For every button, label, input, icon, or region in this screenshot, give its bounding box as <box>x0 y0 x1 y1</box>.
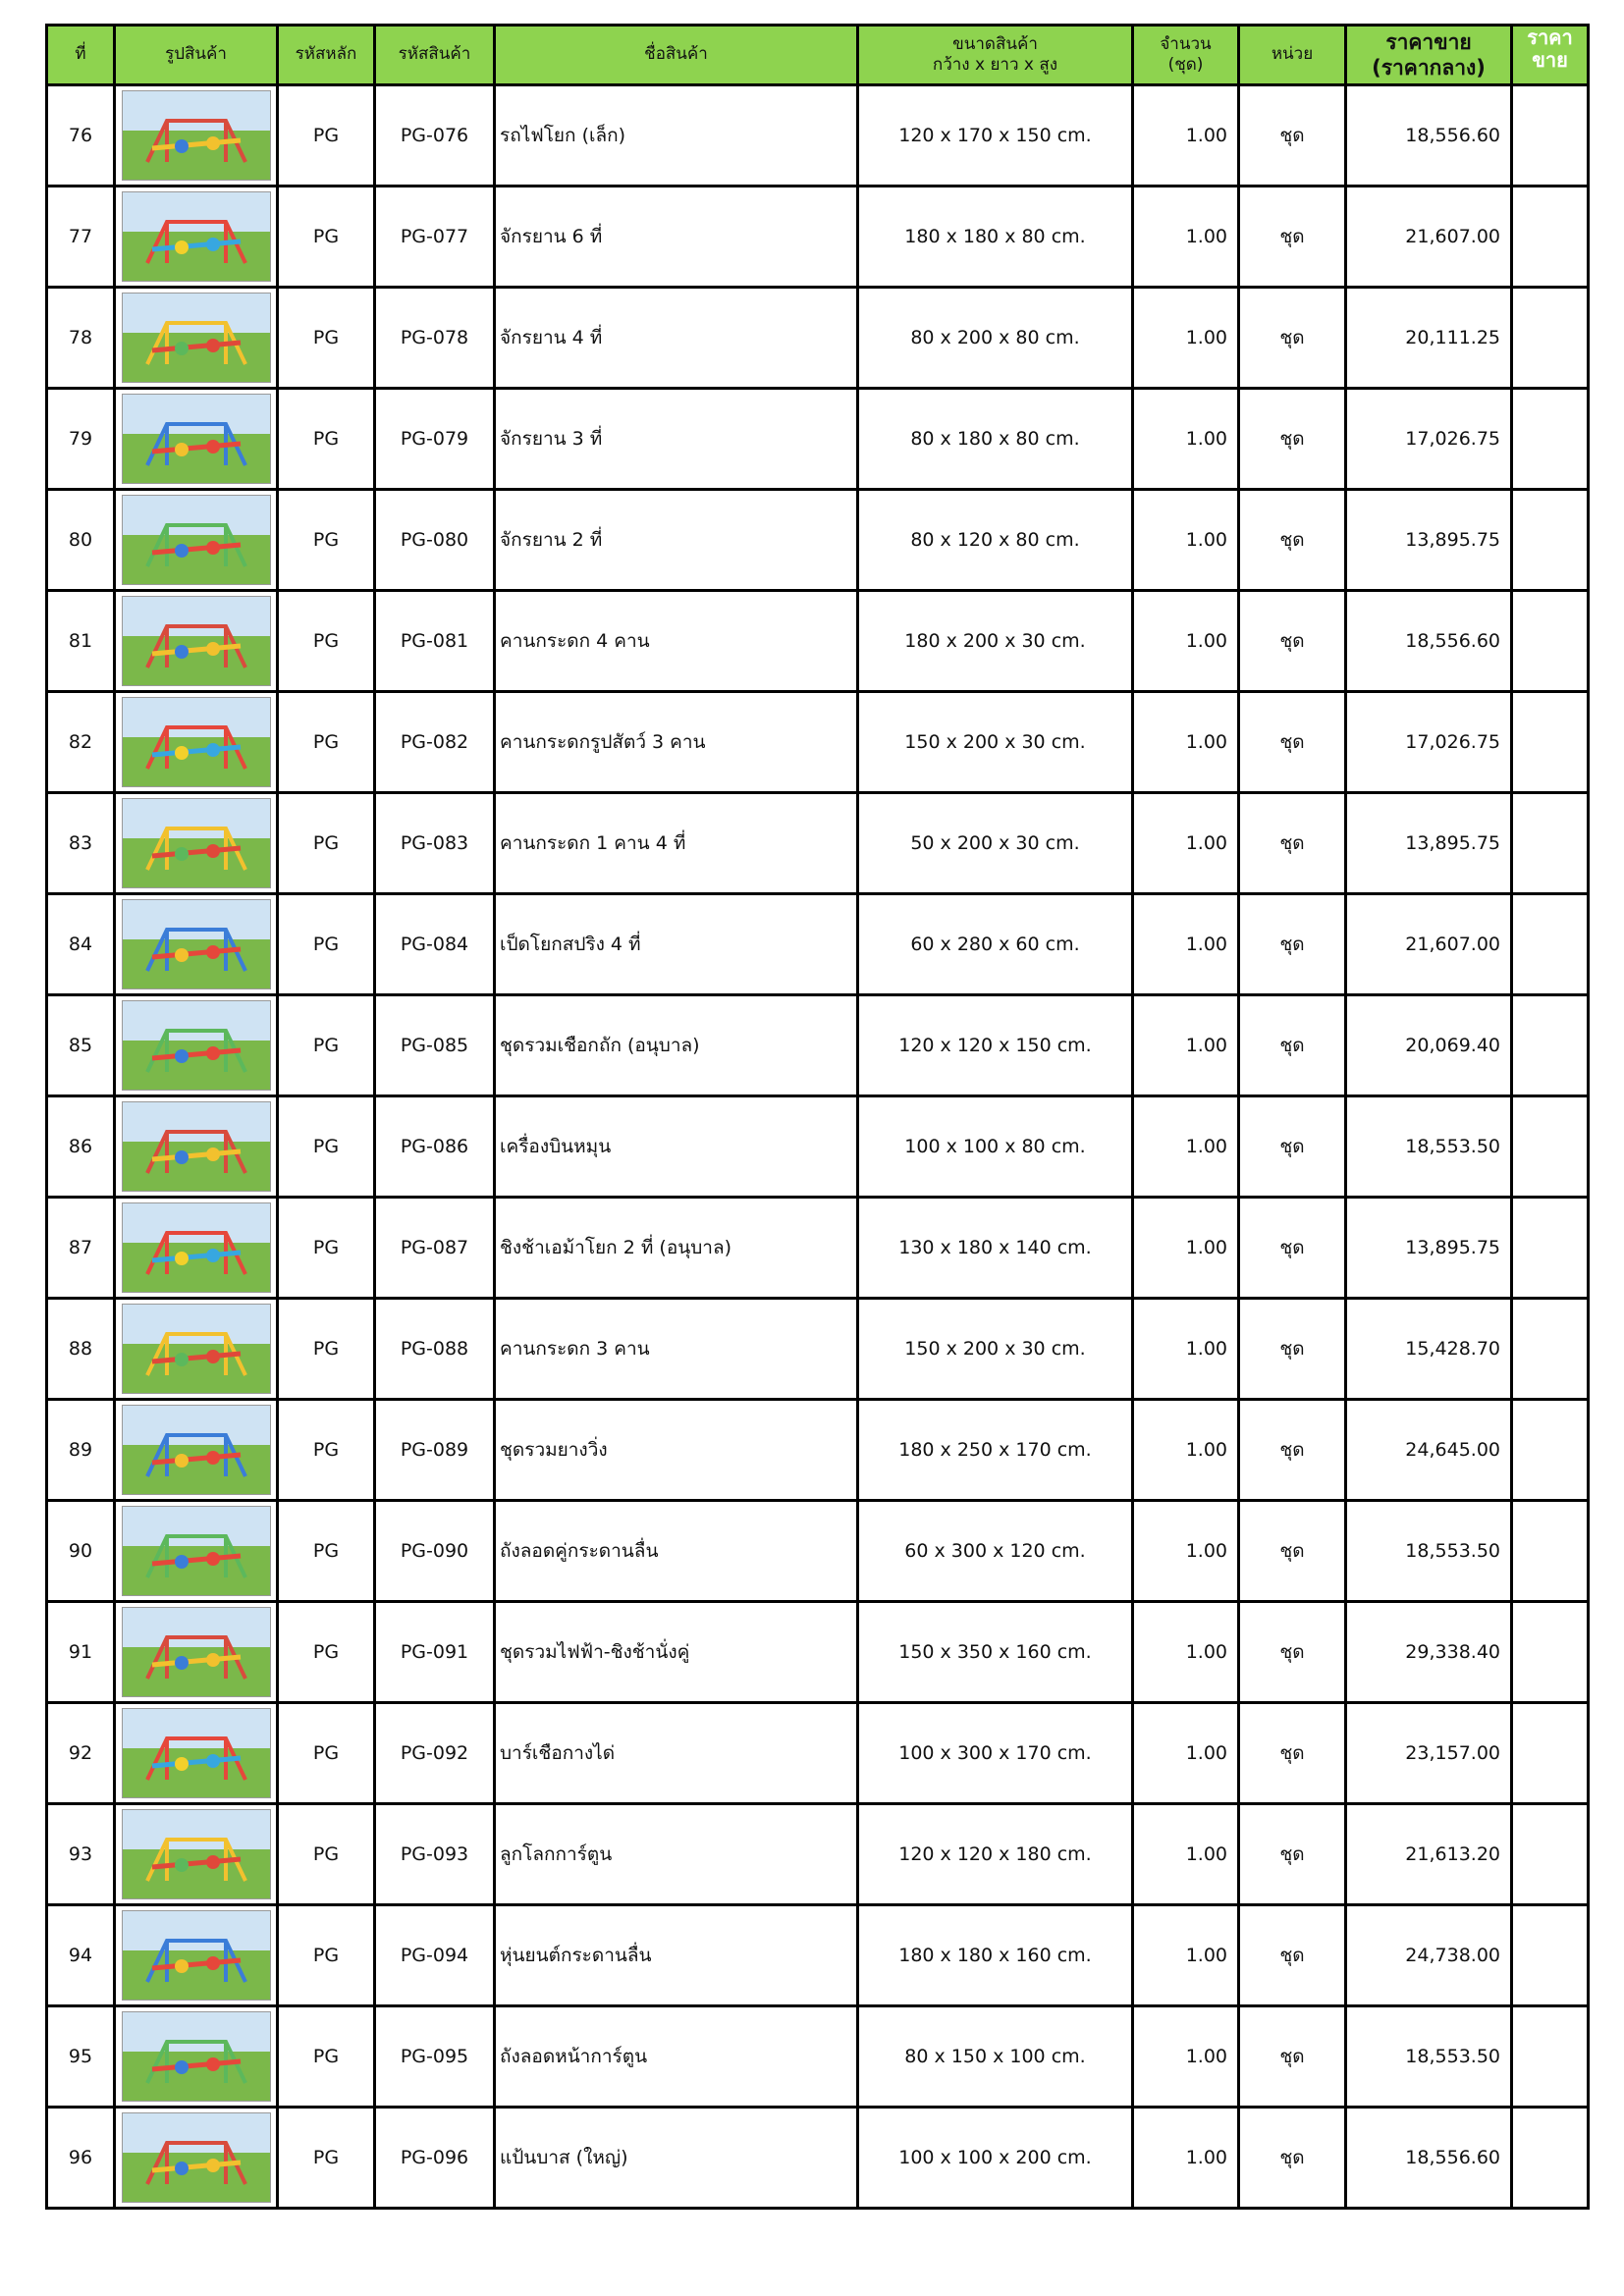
row-main-code: PG <box>278 1400 375 1501</box>
row-size: 120 x 120 x 180 cm. <box>858 1804 1133 1905</box>
table-row <box>47 1096 1589 1198</box>
product-photo <box>122 191 271 282</box>
row-no: 89 <box>47 1400 115 1501</box>
product-photo <box>122 495 271 585</box>
row-no: 84 <box>47 894 115 995</box>
row-product-code: PG-079 <box>375 389 495 490</box>
table-row <box>47 389 1589 490</box>
row-product-name: ชุดรวมไฟฟ้า-ชิงช้านั่งคู่ <box>495 1602 858 1703</box>
row-no: 80 <box>47 490 115 591</box>
row-main-code: PG <box>278 187 375 288</box>
playground-equipment-icon <box>123 2113 270 2202</box>
row-product-code: PG-096 <box>375 2108 495 2209</box>
row-price: 18,556.60 <box>1346 591 1512 692</box>
row-price: 17,026.75 <box>1346 389 1512 490</box>
row-qty: 1.00 <box>1133 1501 1239 1602</box>
row-unit: ชุด <box>1239 1096 1346 1198</box>
row-size: 50 x 200 x 30 cm. <box>858 793 1133 894</box>
row-size: 180 x 180 x 80 cm. <box>858 187 1133 288</box>
row-no: 92 <box>47 1703 115 1804</box>
row-no: 76 <box>47 85 115 187</box>
row-product-code: PG-084 <box>375 894 495 995</box>
table-row <box>47 187 1589 288</box>
row-unit: ชุด <box>1239 591 1346 692</box>
row-image-cell <box>115 995 278 1096</box>
header-size-line2: กว้าง x ยาว x สูง <box>932 55 1058 75</box>
row-qty: 1.00 <box>1133 2108 1239 2209</box>
row-size: 80 x 150 x 100 cm. <box>858 2006 1133 2108</box>
row-extra <box>1512 894 1589 995</box>
row-size: 150 x 350 x 160 cm. <box>858 1602 1133 1703</box>
row-main-code: PG <box>278 2006 375 2108</box>
playground-equipment-icon <box>123 1102 270 1191</box>
playground-equipment-icon <box>123 1810 270 1898</box>
row-product-name: จักรยาน 2 ที่ <box>495 490 858 591</box>
row-main-code: PG <box>278 894 375 995</box>
playground-equipment-icon <box>123 496 270 584</box>
row-price: 17,026.75 <box>1346 692 1512 793</box>
table-row <box>47 894 1589 995</box>
table-row <box>47 2006 1589 2108</box>
table-row <box>47 490 1589 591</box>
row-main-code: PG <box>278 85 375 187</box>
row-size: 120 x 170 x 150 cm. <box>858 85 1133 187</box>
row-unit: ชุด <box>1239 288 1346 389</box>
row-main-code: PG <box>278 1198 375 1299</box>
row-size: 100 x 100 x 200 cm. <box>858 2108 1133 2209</box>
playground-equipment-icon <box>123 597 270 685</box>
row-no: 94 <box>47 1905 115 2006</box>
row-product-name: จักรยาน 6 ที่ <box>495 187 858 288</box>
row-product-name: ถังลอดคู่กระดานลื่น <box>495 1501 858 1602</box>
row-product-name: คานกระดก 1 คาน 4 ที่ <box>495 793 858 894</box>
row-unit: ชุด <box>1239 490 1346 591</box>
header-unit: หน่วย <box>1239 26 1346 85</box>
row-extra <box>1512 1501 1589 1602</box>
playground-equipment-icon <box>123 1911 270 2000</box>
row-image-cell <box>115 1096 278 1198</box>
row-qty: 1.00 <box>1133 1198 1239 1299</box>
row-qty: 1.00 <box>1133 692 1239 793</box>
row-image-cell <box>115 389 278 490</box>
row-product-code: PG-087 <box>375 1198 495 1299</box>
header-image: รูปสินค้า <box>115 26 278 85</box>
row-product-code: PG-091 <box>375 1602 495 1703</box>
row-product-name: แป้นบาส (ใหญ่) <box>495 2108 858 2209</box>
row-no: 91 <box>47 1602 115 1703</box>
row-product-code: PG-088 <box>375 1299 495 1400</box>
row-product-code: PG-092 <box>375 1703 495 1804</box>
table-row <box>47 1602 1589 1703</box>
row-product-name: คานกระดก 3 คาน <box>495 1299 858 1400</box>
row-no: 90 <box>47 1501 115 1602</box>
row-qty: 1.00 <box>1133 894 1239 995</box>
row-product-code: PG-090 <box>375 1501 495 1602</box>
product-photo <box>122 899 271 989</box>
row-product-name: บาร์เชือกางได่ <box>495 1703 858 1804</box>
row-extra <box>1512 2006 1589 2108</box>
row-extra <box>1512 692 1589 793</box>
row-main-code: PG <box>278 1602 375 1703</box>
product-photo <box>122 1708 271 1798</box>
header-main-code: รหัสหลัก <box>278 26 375 85</box>
row-image-cell <box>115 187 278 288</box>
row-unit: ชุด <box>1239 995 1346 1096</box>
row-product-name: รถไฟโยก (เล็ก) <box>495 85 858 187</box>
row-qty: 1.00 <box>1133 288 1239 389</box>
row-price: 13,895.75 <box>1346 1198 1512 1299</box>
header-size <box>858 26 1133 85</box>
product-photo <box>122 798 271 888</box>
row-extra <box>1512 1905 1589 2006</box>
row-extra <box>1512 1299 1589 1400</box>
product-photo <box>122 1202 271 1293</box>
product-photo <box>122 394 271 484</box>
row-unit: ชุด <box>1239 187 1346 288</box>
header-size-line1: ขนาดสินค้า <box>952 33 1038 54</box>
product-photo <box>122 2011 271 2102</box>
row-size: 60 x 280 x 60 cm. <box>858 894 1133 995</box>
row-extra <box>1512 187 1589 288</box>
row-price: 18,553.50 <box>1346 2006 1512 2108</box>
header-qty <box>1133 26 1239 85</box>
row-product-code: PG-093 <box>375 1804 495 1905</box>
row-main-code: PG <box>278 1905 375 2006</box>
row-image-cell <box>115 591 278 692</box>
row-extra <box>1512 793 1589 894</box>
row-qty: 1.00 <box>1133 1905 1239 2006</box>
table-row <box>47 591 1589 692</box>
row-product-code: PG-085 <box>375 995 495 1096</box>
row-main-code: PG <box>278 389 375 490</box>
row-product-name: จักรยาน 4 ที่ <box>495 288 858 389</box>
row-extra <box>1512 490 1589 591</box>
row-size: 150 x 200 x 30 cm. <box>858 1299 1133 1400</box>
row-price: 24,645.00 <box>1346 1400 1512 1501</box>
row-unit: ชุด <box>1239 1400 1346 1501</box>
row-main-code: PG <box>278 288 375 389</box>
row-no: 81 <box>47 591 115 692</box>
header-price-line2: (ราคากลาง) <box>1372 56 1486 80</box>
header-qty-line1: จำนวน <box>1160 33 1212 54</box>
row-product-code: PG-082 <box>375 692 495 793</box>
row-qty: 1.00 <box>1133 1096 1239 1198</box>
row-qty: 1.00 <box>1133 1703 1239 1804</box>
row-no: 87 <box>47 1198 115 1299</box>
row-unit: ชุด <box>1239 1703 1346 1804</box>
row-qty: 1.00 <box>1133 389 1239 490</box>
playground-equipment-icon <box>123 1507 270 1595</box>
row-no: 96 <box>47 2108 115 2209</box>
header-row <box>47 26 1589 85</box>
row-qty: 1.00 <box>1133 187 1239 288</box>
row-size: 150 x 200 x 30 cm. <box>858 692 1133 793</box>
product-photo <box>122 1405 271 1495</box>
row-main-code: PG <box>278 995 375 1096</box>
row-image-cell <box>115 2108 278 2209</box>
table-body <box>47 85 1589 2209</box>
row-no: 79 <box>47 389 115 490</box>
row-image-cell <box>115 85 278 187</box>
row-product-name: ชุดรวมเชือกถัก (อนุบาล) <box>495 995 858 1096</box>
row-unit: ชุด <box>1239 1804 1346 1905</box>
table-row <box>47 1703 1589 1804</box>
row-qty: 1.00 <box>1133 1804 1239 1905</box>
row-price: 18,553.50 <box>1346 1096 1512 1198</box>
table-row <box>47 1400 1589 1501</box>
playground-equipment-icon <box>123 395 270 483</box>
header-no: ที่ <box>47 26 115 85</box>
row-extra <box>1512 288 1589 389</box>
row-unit: ชุด <box>1239 1501 1346 1602</box>
row-qty: 1.00 <box>1133 1299 1239 1400</box>
row-image-cell <box>115 1198 278 1299</box>
row-size: 120 x 120 x 150 cm. <box>858 995 1133 1096</box>
product-photo <box>122 596 271 686</box>
playground-equipment-icon <box>123 1608 270 1696</box>
row-price: 13,895.75 <box>1346 490 1512 591</box>
row-image-cell <box>115 288 278 389</box>
product-photo <box>122 697 271 787</box>
row-image-cell <box>115 1905 278 2006</box>
row-unit: ชุด <box>1239 389 1346 490</box>
row-image-cell <box>115 692 278 793</box>
row-unit: ชุด <box>1239 1905 1346 2006</box>
row-price: 18,553.50 <box>1346 1501 1512 1602</box>
row-price: 20,069.40 <box>1346 995 1512 1096</box>
product-photo <box>122 1809 271 1899</box>
row-unit: ชุด <box>1239 692 1346 793</box>
row-price: 24,738.00 <box>1346 1905 1512 2006</box>
row-product-code: PG-089 <box>375 1400 495 1501</box>
product-photo <box>122 293 271 383</box>
row-unit: ชุด <box>1239 1602 1346 1703</box>
row-price: 23,157.00 <box>1346 1703 1512 1804</box>
playground-equipment-icon <box>123 1709 270 1797</box>
header-extra-line2: ขาย <box>1532 48 1568 72</box>
row-no: 78 <box>47 288 115 389</box>
table-row <box>47 85 1589 187</box>
row-product-name: จักรยาน 3 ที่ <box>495 389 858 490</box>
row-image-cell <box>115 490 278 591</box>
row-main-code: PG <box>278 692 375 793</box>
row-qty: 1.00 <box>1133 1602 1239 1703</box>
row-unit: ชุด <box>1239 894 1346 995</box>
row-product-code: PG-077 <box>375 187 495 288</box>
playground-equipment-icon <box>123 2012 270 2101</box>
row-price: 21,613.20 <box>1346 1804 1512 1905</box>
product-photo <box>122 1304 271 1394</box>
table-row <box>47 995 1589 1096</box>
row-qty: 1.00 <box>1133 793 1239 894</box>
row-image-cell <box>115 1804 278 1905</box>
row-image-cell <box>115 1501 278 1602</box>
playground-equipment-icon <box>123 91 270 180</box>
row-unit: ชุด <box>1239 2006 1346 2108</box>
playground-equipment-icon <box>123 799 270 887</box>
row-size: 130 x 180 x 140 cm. <box>858 1198 1133 1299</box>
row-product-code: PG-094 <box>375 1905 495 2006</box>
row-price: 15,428.70 <box>1346 1299 1512 1400</box>
header-product-code: รหัสสินค้า <box>375 26 495 85</box>
row-image-cell <box>115 2006 278 2108</box>
row-qty: 1.00 <box>1133 85 1239 187</box>
product-photo <box>122 1101 271 1192</box>
row-product-code: PG-095 <box>375 2006 495 2108</box>
row-image-cell <box>115 894 278 995</box>
row-qty: 1.00 <box>1133 490 1239 591</box>
row-product-name: คานกระดก 4 คาน <box>495 591 858 692</box>
row-unit: ชุด <box>1239 85 1346 187</box>
row-main-code: PG <box>278 2108 375 2209</box>
row-product-name: ชิงช้าเอม้าโยก 2 ที่ (อนุบาล) <box>495 1198 858 1299</box>
playground-equipment-icon <box>123 900 270 988</box>
table-row <box>47 793 1589 894</box>
row-no: 86 <box>47 1096 115 1198</box>
row-extra <box>1512 1703 1589 1804</box>
row-product-code: PG-081 <box>375 591 495 692</box>
row-size: 60 x 300 x 120 cm. <box>858 1501 1133 1602</box>
product-photo <box>122 90 271 181</box>
table-row <box>47 1501 1589 1602</box>
header-extra-price <box>1512 26 1589 85</box>
row-no: 93 <box>47 1804 115 1905</box>
product-photo <box>122 1910 271 2001</box>
row-main-code: PG <box>278 793 375 894</box>
header-product-name: ชื่อสินค้า <box>495 26 858 85</box>
row-unit: ชุด <box>1239 1299 1346 1400</box>
table-row <box>47 692 1589 793</box>
row-size: 80 x 180 x 80 cm. <box>858 389 1133 490</box>
playground-equipment-icon <box>123 192 270 281</box>
row-product-name: เครื่องบินหมุน <box>495 1096 858 1198</box>
row-no: 83 <box>47 793 115 894</box>
row-no: 82 <box>47 692 115 793</box>
playground-equipment-icon <box>123 1203 270 1292</box>
table-row <box>47 1905 1589 2006</box>
row-price: 18,556.60 <box>1346 2108 1512 2209</box>
header-extra-line1: ราคา <box>1527 26 1573 49</box>
row-size: 180 x 180 x 160 cm. <box>858 1905 1133 2006</box>
row-extra <box>1512 1096 1589 1198</box>
row-size: 100 x 100 x 80 cm. <box>858 1096 1133 1198</box>
row-product-name: หุ่นยนต์กระดานลื่น <box>495 1905 858 2006</box>
row-product-name: ชุดรวมยางวิ่ง <box>495 1400 858 1501</box>
row-price: 29,338.40 <box>1346 1602 1512 1703</box>
table-row <box>47 288 1589 389</box>
product-photo <box>122 1000 271 1091</box>
row-image-cell <box>115 1299 278 1400</box>
row-extra <box>1512 1602 1589 1703</box>
row-image-cell <box>115 1703 278 1804</box>
row-price: 13,895.75 <box>1346 793 1512 894</box>
row-main-code: PG <box>278 1804 375 1905</box>
row-size: 180 x 200 x 30 cm. <box>858 591 1133 692</box>
row-size: 80 x 120 x 80 cm. <box>858 490 1133 591</box>
row-extra <box>1512 2108 1589 2209</box>
playground-equipment-icon <box>123 1305 270 1393</box>
row-product-name: ลูกโลกการ์ตูน <box>495 1804 858 1905</box>
row-unit: ชุด <box>1239 2108 1346 2209</box>
row-main-code: PG <box>278 1703 375 1804</box>
row-image-cell <box>115 1602 278 1703</box>
row-main-code: PG <box>278 1299 375 1400</box>
row-main-code: PG <box>278 490 375 591</box>
product-photo <box>122 1506 271 1596</box>
playground-equipment-icon <box>123 1406 270 1494</box>
row-qty: 1.00 <box>1133 591 1239 692</box>
row-extra <box>1512 1198 1589 1299</box>
row-qty: 1.00 <box>1133 1400 1239 1501</box>
row-product-code: PG-083 <box>375 793 495 894</box>
row-extra <box>1512 995 1589 1096</box>
row-no: 95 <box>47 2006 115 2108</box>
price-list-table <box>45 24 1590 2210</box>
row-main-code: PG <box>278 1096 375 1198</box>
row-no: 85 <box>47 995 115 1096</box>
row-product-code: PG-086 <box>375 1096 495 1198</box>
row-main-code: PG <box>278 1501 375 1602</box>
playground-equipment-icon <box>123 698 270 786</box>
row-extra <box>1512 591 1589 692</box>
row-extra <box>1512 85 1589 187</box>
header-price-line1: ราคาขาย <box>1385 29 1472 54</box>
row-qty: 1.00 <box>1133 995 1239 1096</box>
row-qty: 1.00 <box>1133 2006 1239 2108</box>
row-extra <box>1512 389 1589 490</box>
header-price <box>1346 26 1512 85</box>
row-size: 80 x 200 x 80 cm. <box>858 288 1133 389</box>
row-product-code: PG-076 <box>375 85 495 187</box>
row-main-code: PG <box>278 591 375 692</box>
table-row <box>47 1198 1589 1299</box>
row-unit: ชุด <box>1239 793 1346 894</box>
table-row <box>47 2108 1589 2209</box>
row-extra <box>1512 1804 1589 1905</box>
row-extra <box>1512 1400 1589 1501</box>
product-photo <box>122 1607 271 1697</box>
header-qty-line2: (ชุด) <box>1167 55 1204 75</box>
row-price: 21,607.00 <box>1346 894 1512 995</box>
row-price: 20,111.25 <box>1346 288 1512 389</box>
playground-equipment-icon <box>123 294 270 382</box>
playground-equipment-icon <box>123 1001 270 1090</box>
row-product-code: PG-078 <box>375 288 495 389</box>
table-row <box>47 1804 1589 1905</box>
table-row <box>47 1299 1589 1400</box>
product-photo <box>122 2112 271 2203</box>
row-unit: ชุด <box>1239 1198 1346 1299</box>
row-product-name: ถังลอดหน้าการ์ตูน <box>495 2006 858 2108</box>
row-size: 180 x 250 x 170 cm. <box>858 1400 1133 1501</box>
row-product-code: PG-080 <box>375 490 495 591</box>
row-no: 77 <box>47 187 115 288</box>
row-price: 18,556.60 <box>1346 85 1512 187</box>
row-product-name: เป็ดโยกสปริง 4 ที่ <box>495 894 858 995</box>
row-image-cell <box>115 793 278 894</box>
row-product-name: คานกระดกรูปสัตว์ 3 คาน <box>495 692 858 793</box>
row-size: 100 x 300 x 170 cm. <box>858 1703 1133 1804</box>
row-image-cell <box>115 1400 278 1501</box>
row-no: 88 <box>47 1299 115 1400</box>
row-price: 21,607.00 <box>1346 187 1512 288</box>
